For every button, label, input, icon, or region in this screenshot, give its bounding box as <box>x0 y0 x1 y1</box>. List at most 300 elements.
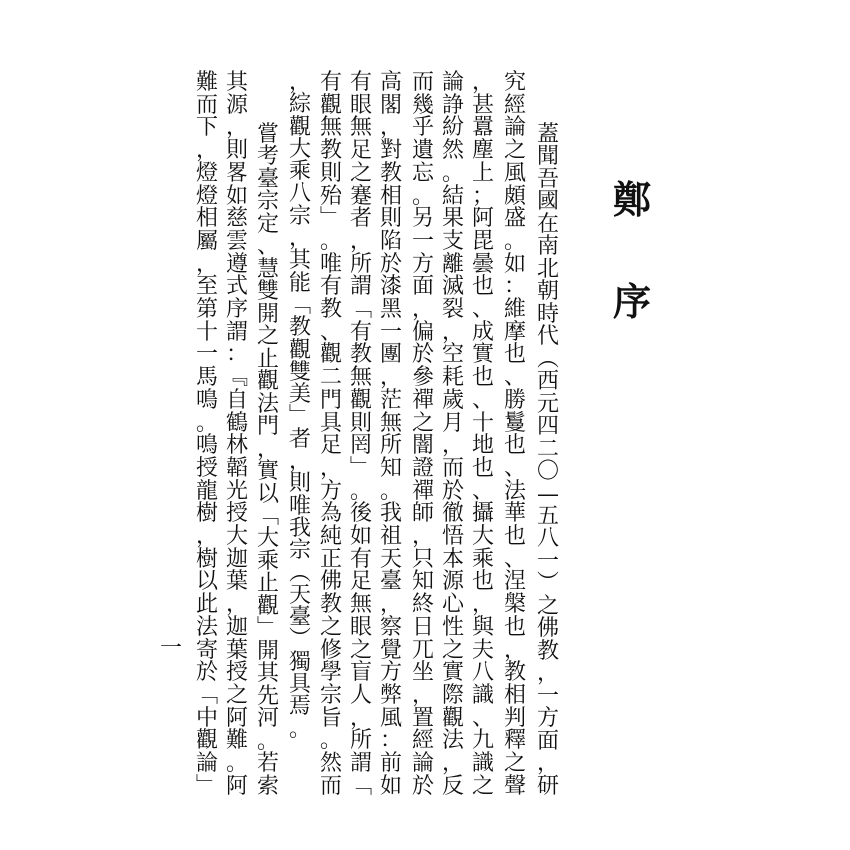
text-char: 有 <box>319 70 342 95</box>
text-char: 北 <box>536 256 559 282</box>
text-char: 師 <box>411 501 434 527</box>
text-char: ， <box>319 455 342 481</box>
text-char: ， <box>349 228 372 254</box>
text-char: 高 <box>379 70 402 95</box>
text-char: 則 <box>349 410 372 436</box>
text-char: 罔 <box>349 433 372 459</box>
text-char: ， <box>225 592 248 618</box>
text-char: 面 <box>536 728 559 754</box>
text-char: 之 <box>503 138 526 164</box>
text-char: 如 <box>225 183 248 209</box>
text-char: 。 <box>256 728 279 754</box>
text-char: 美 <box>288 382 311 408</box>
text-char: 毘 <box>471 228 494 254</box>
text-char: 其 <box>225 70 248 95</box>
text-char: 無 <box>349 592 372 618</box>
text-char: 成 <box>471 319 494 345</box>
text-char: 南 <box>536 234 559 260</box>
text-char: 徹 <box>441 501 464 527</box>
text-char: ， <box>411 682 434 708</box>
text-char: 維 <box>503 297 526 323</box>
text-char: 團 <box>379 342 402 368</box>
text-char: 〇 <box>536 459 559 485</box>
text-char: 後 <box>349 501 372 527</box>
text-char: 空 <box>441 342 464 368</box>
text-char: 黑 <box>379 297 402 323</box>
text-char: 塵 <box>471 138 494 164</box>
text-column <box>376 72 406 798</box>
text-char: 教 <box>319 592 342 618</box>
text-column <box>192 72 222 798</box>
text-char: 二 <box>536 436 559 462</box>
text-char: 實 <box>471 342 494 368</box>
text-char: 果 <box>441 206 464 232</box>
text-char: 之 <box>536 593 559 619</box>
text-char: 此 <box>195 592 218 618</box>
text-char: 禪 <box>411 478 434 504</box>
text-char: 慈 <box>225 206 248 232</box>
text-char: 夫 <box>471 637 494 663</box>
text-char: 則 <box>319 160 342 186</box>
text-char: 曇 <box>471 251 494 277</box>
text-char: ， <box>441 319 464 345</box>
text-char: 臺 <box>256 166 279 192</box>
text-char: 八 <box>471 660 494 686</box>
text-char: 面 <box>411 274 434 300</box>
text-char: 月 <box>441 410 464 436</box>
text-char: 人 <box>349 682 372 708</box>
text-char: 然 <box>319 751 342 777</box>
text-char: 無 <box>319 115 342 141</box>
text-char: 之 <box>349 160 372 186</box>
text-char: 佛 <box>536 616 559 642</box>
text-char: 遵 <box>225 251 248 277</box>
text-char: 樹 <box>195 546 218 572</box>
text-char: 華 <box>503 501 526 527</box>
text-char: 有 <box>319 274 342 300</box>
text-char: 然 <box>441 138 464 164</box>
text-char: 代 <box>536 324 559 350</box>
text-char: 日 <box>411 614 434 640</box>
text-char: 而 <box>319 773 342 799</box>
text-char: 囂 <box>471 115 494 141</box>
text-char: 雙 <box>256 279 279 305</box>
text-char: 下 <box>195 115 218 141</box>
text-char: 本 <box>441 546 464 572</box>
text-char: 屬 <box>195 228 218 254</box>
text-char: 經 <box>411 728 434 754</box>
text-char: 乘 <box>256 548 279 574</box>
text-char: 、 <box>471 478 494 504</box>
text-char: 研 <box>536 773 559 799</box>
text-char: — <box>537 481 559 507</box>
text-char: 而 <box>195 92 218 118</box>
text-char: 殆 <box>319 183 342 209</box>
text-char: ， <box>195 251 218 277</box>
text-char: 國 <box>536 189 559 215</box>
text-char: 、 <box>319 319 342 345</box>
text-char: ， <box>536 751 559 777</box>
text-column <box>468 72 498 798</box>
text-char: 迦 <box>225 546 248 572</box>
text-char: 足 <box>319 433 342 459</box>
text-char: 綜 <box>288 92 311 118</box>
text-char: 之 <box>411 410 434 436</box>
text-char: 自 <box>225 387 248 413</box>
text-char: 實 <box>256 459 279 485</box>
text-char: 迦 <box>225 614 248 640</box>
text-char: 乘 <box>288 159 311 185</box>
text-char: 覺 <box>379 637 402 663</box>
text-char: 經 <box>503 92 526 118</box>
text-char: 授 <box>195 455 218 481</box>
text-char: 蹇 <box>349 183 372 209</box>
text-char: 則 <box>379 206 402 232</box>
text-char: 勝 <box>503 387 526 413</box>
text-char: ， <box>441 433 464 459</box>
text-char: 之 <box>256 324 279 350</box>
text-char: 觀 <box>319 92 342 118</box>
text-char: 論 <box>503 115 526 141</box>
text-char: 忘 <box>411 160 434 186</box>
text-column <box>222 72 252 798</box>
text-char: 盲 <box>349 660 372 686</box>
text-char: 之 <box>349 637 372 663</box>
text-char: 鬘 <box>503 410 526 436</box>
text-char: 能 <box>288 270 311 296</box>
text-char: 門 <box>319 387 342 413</box>
text-char: 考 <box>256 144 279 170</box>
text-char: 攝 <box>471 501 494 527</box>
text-char: 如 <box>379 773 402 799</box>
text-char: 燈 <box>195 160 218 186</box>
text-char: 耗 <box>441 365 464 391</box>
text-char: 臺 <box>379 569 402 595</box>
text-char: 慧 <box>256 256 279 282</box>
text-char: ； <box>471 183 494 209</box>
page-number: 一 <box>160 636 183 661</box>
text-char: 性 <box>441 614 464 640</box>
text-char: 為 <box>319 501 342 527</box>
text-char: 無 <box>379 410 402 436</box>
text-char: 相 <box>503 682 526 708</box>
text-char: 判 <box>503 705 526 731</box>
text-char: 盛 <box>503 206 526 232</box>
text-char: 獨 <box>288 649 311 675</box>
text-char: 教 <box>319 138 342 164</box>
text-char: 河 <box>256 706 279 732</box>
text-char: 中 <box>195 705 218 731</box>
text-char: 謂 <box>349 751 372 777</box>
text-char: 則 <box>225 138 248 164</box>
text-char: ﹂ <box>195 773 218 799</box>
text-char: 也 <box>471 569 494 595</box>
text-char: 序 <box>225 297 248 323</box>
text-char: 有 <box>349 546 372 572</box>
text-char: 教 <box>288 315 311 341</box>
text-char: 坐 <box>411 660 434 686</box>
text-char: 摩 <box>503 319 526 345</box>
text-char: 置 <box>411 705 434 731</box>
text-char: 觀 <box>288 114 311 140</box>
text-char: 大 <box>288 136 311 162</box>
text-char: ， <box>536 661 559 687</box>
text-char: 唯 <box>319 251 342 277</box>
text-char: ﹂ <box>288 404 311 430</box>
text-char: 教 <box>536 638 559 664</box>
text-char: 阿 <box>225 705 248 731</box>
text-char: 參 <box>411 365 434 391</box>
text-char: 至 <box>195 274 218 300</box>
text-char: 論 <box>195 751 218 777</box>
text-char: 四 <box>536 414 559 440</box>
text-char: 另 <box>411 206 434 232</box>
text-char: 觀 <box>349 387 372 413</box>
text-char: 學 <box>319 660 342 686</box>
text-char: 終 <box>411 592 434 618</box>
text-char: 宗 <box>288 538 311 564</box>
text-char: 兀 <box>411 637 434 663</box>
text-char: 。 <box>503 228 526 254</box>
text-column <box>408 72 438 798</box>
text-char: 葉 <box>225 569 248 595</box>
text-char: 於 <box>411 342 434 368</box>
text-char: 離 <box>441 251 464 277</box>
title-char-1: 鄭 <box>612 177 651 222</box>
text-char: 觀 <box>319 342 342 368</box>
text-char: 於 <box>379 251 402 277</box>
text-char: 弊 <box>379 682 402 708</box>
text-char: 。 <box>195 410 218 436</box>
text-char: 也 <box>471 365 494 391</box>
text-char: ， <box>349 705 372 731</box>
text-char: 門 <box>256 414 279 440</box>
text-char: 方 <box>319 478 342 504</box>
text-char: 反 <box>441 773 464 799</box>
text-char: 足 <box>349 569 372 595</box>
text-char: 支 <box>441 228 464 254</box>
text-char: 元 <box>536 391 559 417</box>
text-char: ﹂ <box>319 206 342 232</box>
text-char: 方 <box>379 660 402 686</box>
text-char: 雙 <box>288 359 311 385</box>
text-char: 八 <box>536 526 559 552</box>
text-char: ﹂ <box>349 455 372 481</box>
text-char: 足 <box>349 138 372 164</box>
text-char: 葉 <box>225 637 248 663</box>
text-char: 相 <box>379 183 402 209</box>
text-char: 具 <box>319 410 342 436</box>
text-char: 眼 <box>349 614 372 640</box>
text-char: 所 <box>349 728 372 754</box>
text-char: 十 <box>471 410 494 436</box>
text-char: ﹃ <box>225 365 248 391</box>
text-char: 天 <box>288 582 311 608</box>
text-char: ， <box>411 297 434 323</box>
text-char: 第 <box>195 297 218 323</box>
text-char: 之 <box>225 682 248 708</box>
text-char: 。 <box>319 228 342 254</box>
text-char: 阿 <box>225 773 248 799</box>
text-char: 大 <box>256 526 279 552</box>
text-char: 臺 <box>288 605 311 631</box>
text-char: 聞 <box>536 144 559 170</box>
text-char: 觀 <box>256 369 279 395</box>
text-char: 上 <box>471 160 494 186</box>
text-char: ︶ <box>288 627 311 653</box>
text-char: 以 <box>195 569 218 595</box>
text-char: 旨 <box>319 705 342 731</box>
text-char: 林 <box>225 433 248 459</box>
text-char: 祖 <box>379 524 402 550</box>
text-char: ： <box>379 728 402 754</box>
text-char: 也 <box>503 524 526 550</box>
text-char: ， <box>471 592 494 618</box>
text-char: 我 <box>379 501 402 527</box>
text-char: 蓋 <box>536 122 559 147</box>
text-char: 。 <box>288 716 311 742</box>
text-char: 乘 <box>471 546 494 572</box>
text-char: 教 <box>349 342 372 368</box>
text-char: 、 <box>256 234 279 260</box>
text-char: 如 <box>349 524 372 550</box>
text-char: 滅 <box>441 274 464 300</box>
text-char: ， <box>503 637 526 663</box>
text-char: 所 <box>349 251 372 277</box>
text-char: ， <box>195 524 218 550</box>
text-char: 止 <box>256 571 279 597</box>
text-char: 吾 <box>536 166 559 192</box>
text-char: 五 <box>536 503 559 529</box>
text-char: 我 <box>288 515 311 541</box>
text-char: 、 <box>471 705 494 731</box>
text-char: 其 <box>288 248 311 274</box>
text-char: 所 <box>379 433 402 459</box>
text-char: 鳴 <box>195 387 218 413</box>
text-char: 源 <box>441 569 464 595</box>
text-char: 佛 <box>319 569 342 595</box>
text-char: 有 <box>349 70 372 95</box>
text-char: 阿 <box>471 206 494 232</box>
text-char: ， <box>411 524 434 550</box>
text-char: 唯 <box>288 493 311 519</box>
text-char: 止 <box>256 346 279 372</box>
text-char: 於 <box>411 773 434 799</box>
text-char: 具 <box>288 672 311 698</box>
text-char: ， <box>288 449 311 475</box>
text-char: 索 <box>256 773 279 799</box>
text-char: 。 <box>411 183 434 209</box>
text-char: 風 <box>379 705 402 731</box>
text-char: 頗 <box>503 183 526 209</box>
text-char: ﹁ <box>256 503 279 529</box>
text-char: 相 <box>195 206 218 232</box>
text-char: 涅 <box>503 569 526 595</box>
text-char: ， <box>288 226 311 252</box>
text-char: 純 <box>319 524 342 550</box>
text-char: 觀 <box>288 337 311 363</box>
text-char: 、 <box>503 455 526 481</box>
text-char: 八 <box>288 181 311 207</box>
text-char: 。 <box>225 751 248 777</box>
text-char: 察 <box>379 614 402 640</box>
text-char: 難 <box>225 728 248 754</box>
text-char: 授 <box>225 501 248 527</box>
text-char: 龍 <box>195 478 218 504</box>
text-char: 者 <box>288 426 311 452</box>
text-char: 、 <box>503 546 526 572</box>
text-char: 紛 <box>441 115 464 141</box>
text-char: 結 <box>441 183 464 209</box>
text-char: 鳴 <box>195 433 218 459</box>
text-char: 焉 <box>288 694 311 720</box>
text-char: 天 <box>379 546 402 572</box>
text-char: 雲 <box>225 228 248 254</box>
text-char: 。 <box>319 728 342 754</box>
text-char: 前 <box>379 751 402 777</box>
text-char: ︵ <box>288 560 311 586</box>
text-char: ， <box>288 70 311 95</box>
text-char: 宗 <box>256 189 279 215</box>
text-char: 韜 <box>225 455 248 481</box>
text-char: ﹁ <box>288 292 311 318</box>
text-char: 無 <box>349 365 372 391</box>
text-char: 法 <box>503 478 526 504</box>
text-char: ﹂ <box>256 616 279 642</box>
text-char: 式 <box>225 274 248 300</box>
text-char: 於 <box>195 660 218 686</box>
text-char: 識 <box>471 751 494 777</box>
text-column <box>533 124 563 798</box>
text-char: 九 <box>471 728 494 754</box>
text-char: 。 <box>349 478 372 504</box>
text-char: 聲 <box>503 773 526 799</box>
text-char: 修 <box>319 637 342 663</box>
text-char: 馬 <box>195 365 218 391</box>
text-char: 十 <box>195 319 218 345</box>
text-char: 樹 <box>195 501 218 527</box>
text-char: 一 <box>411 228 434 254</box>
text-char: 則 <box>288 471 311 497</box>
text-char: 觀 <box>256 593 279 619</box>
text-char: ， <box>379 115 402 141</box>
text-char: 一 <box>379 319 402 345</box>
text-char: ， <box>195 138 218 164</box>
text-char: 教 <box>319 297 342 323</box>
text-char: 之 <box>503 751 526 777</box>
text-char: 方 <box>411 251 434 277</box>
text-char: 只 <box>411 546 434 572</box>
text-char: 識 <box>471 682 494 708</box>
text-char: 正 <box>319 546 342 572</box>
text-column <box>316 72 346 798</box>
text-char: 實 <box>441 660 464 686</box>
text-char: 教 <box>503 660 526 686</box>
text-char: 漆 <box>379 274 402 300</box>
text-char: 之 <box>441 637 464 663</box>
text-char: 諍 <box>441 92 464 118</box>
text-char: 闇 <box>411 433 434 459</box>
text-char: 裂 <box>441 297 464 323</box>
text-char: 授 <box>225 660 248 686</box>
text-char: 教 <box>379 160 402 186</box>
text-char: 以 <box>256 481 279 507</box>
text-char: 法 <box>256 391 279 417</box>
text-char: 知 <box>411 569 434 595</box>
title-char-2: 序 <box>612 279 651 324</box>
text-char: 釋 <box>503 728 526 754</box>
text-char: ， <box>441 751 464 777</box>
